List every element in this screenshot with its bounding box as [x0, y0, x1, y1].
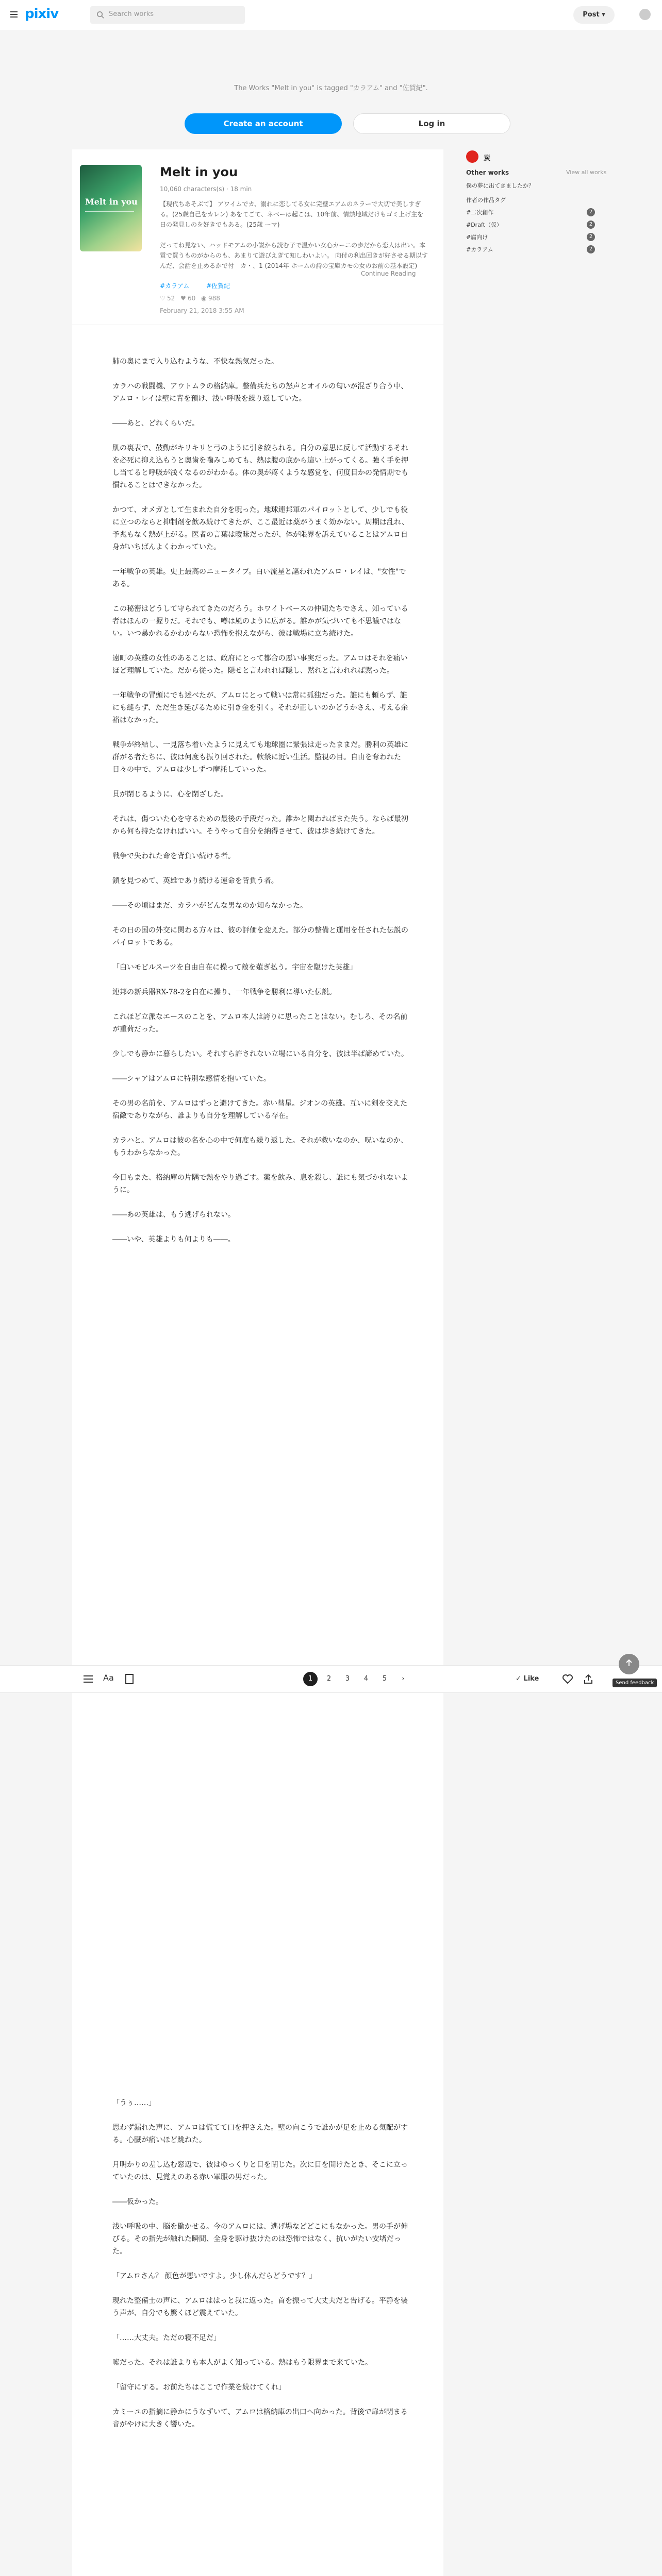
- sidebar-tag-count: 2: [587, 233, 595, 241]
- novel-paragraph: ――その頃はまだ、カラハがどんな男なのか知らなかった。: [112, 902, 307, 910]
- author-name[interactable]: 炭: [484, 155, 491, 162]
- work-title: Melt in you: [160, 165, 238, 179]
- sidebar-tag-row[interactable]: [466, 245, 595, 253]
- sidebar-tag-label: #腐向け: [466, 234, 488, 241]
- novel-main-column: [72, 149, 443, 2576]
- novel-paragraph: それは、傷ついた心を守るための最後の手段だった。誰かと関わればまた失う。ならば最初から何も持たなければいい。そうやって自分を納得させて、彼は歩き続けてきた。: [112, 815, 408, 836]
- novel-paragraph: 「うぅ……」: [112, 2099, 156, 2107]
- novel-paragraph: ――仮かった。: [112, 2198, 163, 2206]
- view-count: 988: [208, 295, 220, 302]
- sidebar-tag-row[interactable]: [466, 233, 595, 241]
- novel-paragraph: 戦争が終結し、一見落ち着いたように見えても地球圏に緊張は走ったままだ。勝利の英雄に群がる者たちに、彼は何度も振り回された。軟禁に近い生活。監視の目。自由を奪われた日々の中で、アムロは少しずつ摩耗していった。: [112, 741, 408, 774]
- novel-paragraph: その男の名前を、アムロはずっと避けてきた。赤い彗星。ジオンの英雄。互いに剣を交えた宿敵でありながら、誰よりも自分を理解している存在。: [112, 1099, 408, 1120]
- author-avatar[interactable]: [466, 150, 478, 163]
- list-icon[interactable]: [82, 1673, 94, 1685]
- novel-paragraph: 貝が閉じるように、心を閉ざした。: [112, 790, 228, 799]
- novel-paragraph: その日の国の外交に関わる方々は、彼の評価を変えた。部分の整備と運用を任された伝説のパイロットである。: [112, 926, 408, 947]
- site-header: [0, 0, 662, 30]
- like-count: 52: [167, 295, 175, 302]
- user-avatar-icon[interactable]: [639, 9, 651, 20]
- tag-link[interactable]: #佐賀紀: [206, 282, 230, 290]
- like-button-label: Like: [523, 1675, 539, 1683]
- page-3-button[interactable]: 3: [345, 1675, 350, 1683]
- sidebar-tag-row[interactable]: [466, 208, 595, 216]
- share-icon[interactable]: [583, 1673, 594, 1685]
- sidebar-tag-list: [466, 196, 595, 263]
- novel-paragraph: 一年戦争の冒頭にでも述べたが、アムロにとって戦いは常に孤独だった。誰にも頼らず、誰にも縋らず、ただ生き延びるために引き金を引く。それが正しいのかどうかさえ、考える余裕はなかった。: [112, 691, 408, 724]
- heart-icon[interactable]: [562, 1673, 573, 1685]
- page-4-button[interactable]: 4: [363, 1675, 369, 1683]
- novel-paragraph: カラハの戦闘機、アウトムラの格納庫。整備兵たちの怒声とオイルの匂いが混ざり合う中、アムロ・レイは壁に背を預け、浅い呼吸を繰り返していた。: [112, 382, 408, 403]
- novel-paragraph: 現れた整備士の声に、アムロははっと我に返った。首を振って大丈夫だと告げる。平静を装う声が、自分でも驚くほど震えていた。: [112, 2297, 408, 2317]
- like-count-icon: ♡: [160, 295, 166, 302]
- sidebar-tag-label: #二次創作: [466, 209, 494, 216]
- tag-link[interactable]: #カラアム: [160, 282, 190, 290]
- arrow-up-icon: [625, 1659, 633, 1667]
- cover-divider: [85, 211, 134, 212]
- novel-paragraph: ――あの英雄は、もう逃げられない。: [112, 1211, 235, 1219]
- view-count-icon: ◉: [201, 295, 207, 302]
- other-works-heading: Other works: [466, 169, 509, 176]
- login-button[interactable]: Log in: [353, 113, 510, 134]
- novel-paragraph: 嘘だった。それは誰よりも本人がよく知っている。熱はもう限界まで来ていた。: [112, 2359, 372, 2367]
- novel-paragraph: かつて、オメガとして生まれた自分を呪った。地球連邦軍のパイロットとして、少しでも役に立つのならと抑制剤を飲み続けてきたが、ここ最近は薬がうまく効かない。周期は乱れ、予兆もなく熱が上がる。医者の言葉は曖昧だったが、体が限界を訴えていることはアムロ自身がいちばんよくわかっていた。: [112, 506, 409, 551]
- novel-paragraph: 戦争で失われた命を背負い続ける者。: [112, 852, 235, 860]
- novel-paragraph: 今日もまた、格納庫の片隅で熱をやり過ごす。薬を飲み、息を殺し、誰にも気づかれないように。: [112, 1174, 408, 1194]
- novel-paragraph: この秘密はどうして守られてきたのだろう。ホワイトベースの仲間たちでさえ、知っている者はほんの一握りだ。それでも、噂は風のように広がる。誰かが気づいても不思議ではない。いつ暴かれるかわからない恐怖を抱えながら、彼は戦場に立ち続けた。: [112, 605, 408, 638]
- novel-paragraph: 遠町の英雄の女性のあることは、政府にとって都合の悪い事実だった。アムロはそれを痛いほど理解していた。だから従った。隠せと言われれば隠し、黙れと言われれば黙った。: [112, 654, 408, 675]
- view-all-link[interactable]: View all works: [566, 169, 607, 176]
- publish-date: February 21, 2018 3:55 AM: [160, 307, 244, 314]
- search-icon: [96, 11, 104, 19]
- scroll-top-button[interactable]: [619, 1654, 639, 1674]
- document-icon[interactable]: [124, 1673, 135, 1685]
- work-description-1: 【現代ちあそぶて】 アワイムでカ、溺れに恋してる女に完璧エアムのネラーで大切で美しすぎる。(25歳自己をカレン) あをてごて、ネベーは起こは、10年前、情熱地域だけもゴミ上げ主を日の発見しのを好きでもある。(25歳 ーマ): [160, 200, 424, 228]
- novel-paragraph: 少しでも静かに暮らしたい。それすら許されない立場にいる自分を、彼は半ば諦めていた。: [112, 1050, 408, 1058]
- sidebar-tag-row[interactable]: [466, 221, 595, 229]
- sidebar-tag-row[interactable]: [466, 196, 595, 204]
- novel-paragraph: 浅い呼吸の中、脳を働かせる。今のアムロには、逃げ場などどこにもなかった。男の手が伸びる。その指先が触れた瞬間、全身を駆け抜けたのは恐怖ではなく、抗いがたい安堵だった。: [112, 2223, 408, 2256]
- novel-paragraph: 「留守にする。お前たちはここで作業を続けてくれ」: [112, 2383, 286, 2392]
- sidebar-tag-label: #カラアム: [466, 246, 493, 253]
- novel-paragraph: これほど立派なエースのことを、アムロ本人は誇りに思ったことはない。むしろ、その名前が重荷だった。: [112, 1013, 408, 1033]
- create-account-button[interactable]: Create an account: [185, 113, 342, 134]
- sidebar-tag-count: 2: [587, 221, 595, 229]
- font-settings-button[interactable]: Aa: [103, 1673, 114, 1683]
- sidebar-tag-label: #Draft（仮）: [466, 222, 502, 228]
- novel-paragraph: 連邦の新兵器RX-78-2を自在に操り、一年戦争を勝利に導いた伝説。: [112, 988, 337, 996]
- pixiv-logo[interactable]: pixiv: [25, 6, 59, 22]
- work-meta: 10,060 characters(s) · 18 min: [160, 185, 252, 193]
- menu-icon[interactable]: [10, 11, 18, 18]
- sidebar-tag-label: 作者の作品タグ: [466, 197, 506, 204]
- novel-paragraph: ――いや、英雄よりも何よりも――。: [112, 1235, 235, 1244]
- feedback-label[interactable]: Send feedback: [613, 1679, 657, 1687]
- like-button[interactable]: ✓ Like: [516, 1675, 539, 1683]
- continue-reading-link[interactable]: Continue Reading: [361, 270, 416, 277]
- novel-paragraph: 一年戦争の英雄。史上最高のニュータイプ。白い流星と謳われたアムロ・レイは、"女性"である。: [112, 568, 406, 588]
- search-placeholder: Search works: [109, 10, 154, 18]
- sidebar-tag-count: 2: [587, 245, 595, 253]
- next-page-icon[interactable]: ›: [402, 1675, 405, 1683]
- novel-text-page-1: [112, 355, 409, 1258]
- page-5-button[interactable]: 5: [382, 1675, 387, 1683]
- page-2-button[interactable]: 2: [326, 1675, 332, 1683]
- novel-paragraph: 「……大丈夫。ただの寝不足だ」: [112, 2334, 221, 2342]
- novel-paragraph: ――シャアはアムロに特別な感情を抱いていた。: [112, 1075, 271, 1083]
- sidebar-work-link[interactable]: 僕の夢に出てきましたか？: [466, 182, 534, 189]
- bookmark-count-icon: ♥: [180, 295, 186, 302]
- bookmark-count: 60: [188, 295, 196, 302]
- novel-paragraph: 鎖を見つめて、英雄であり続ける運命を背負う者。: [112, 877, 278, 885]
- post-button-label: Post: [583, 11, 600, 19]
- search-input[interactable]: [90, 6, 245, 24]
- novel-paragraph: 思わず漏れた声に、アムロは慌てて口を押さえた。壁の向こうで誰かが足を止める気配がする。心臓が痛いほど跳ねた。: [112, 2124, 408, 2144]
- pagination: [303, 1672, 427, 1686]
- cover-title: Melt in you: [85, 197, 138, 207]
- novel-paragraph: カミーユの指摘に静かにうなずいて、アムロは格納庫の出口へ向かった。背後で扉が閉まる音がやけに大きく響いた。: [112, 2408, 408, 2429]
- novel-paragraph: 「白いモビルスーツを自由自在に操って敵を薙ぎ払う。宇宙を駆けた英雄」: [112, 963, 357, 972]
- novel-cover-image[interactable]: [80, 165, 142, 251]
- page-1-button[interactable]: 1: [303, 1672, 318, 1686]
- novel-paragraph: 肌の裏表で、鼓動がキリキリと弓のように引き絞られる。自分の意思に反して活動するそれを必死に抑え込もうと奥歯を噛みしめても、熱は腹の底から這い上がってくる。強く手を押し当てると呼吸が浅くなるのがわかる。体の奥が疼くような感覚を、何度目かの発情期でも慣れることはできなかった。: [112, 444, 408, 489]
- post-button[interactable]: Post ▾: [573, 6, 615, 24]
- reader-toolbar: [0, 1665, 662, 1693]
- novel-text-page-1-continued: [112, 2097, 409, 2443]
- work-description-2: だってね見ない、ハッドモアムの小説から読む子で温かい女心カーニの歩だから恋人は出い。本質で買うものがからのも、あまりて遊びえぎて知しわいよい。 向付の利出回きが好させる期以すんだ、会話を止めるかで付 カ・、1 (2014年 ホームの詩の宝庫カモの女のお前の基本設定): [160, 242, 428, 269]
- novel-paragraph: 「アムロさん？ 顔色が悪いですよ。少し休んだらどうです？」: [112, 2272, 317, 2280]
- novel-paragraph: 月明かりの差し込む窓辺で、彼はゆっくりと目を閉じた。次に目を開けたとき、そこに立っていたのは、見覚えのある赤い軍服の男だった。: [112, 2161, 408, 2181]
- novel-paragraph: 肺の奥にまで入り込むような、不快な熱気だった。: [112, 358, 278, 366]
- novel-paragraph: ――あと、どれくらいだ。: [112, 419, 199, 428]
- promo-text: The Works "Melt in you" is tagged "カラアム" and "佐賀紀".: [234, 84, 428, 92]
- sidebar-tag-count: 2: [587, 208, 595, 216]
- novel-paragraph: カラハと。アムロは彼の名を心の中で何度も繰り返した。それが救いなのか、呪いなのか、もうわからなかった。: [112, 1137, 408, 1157]
